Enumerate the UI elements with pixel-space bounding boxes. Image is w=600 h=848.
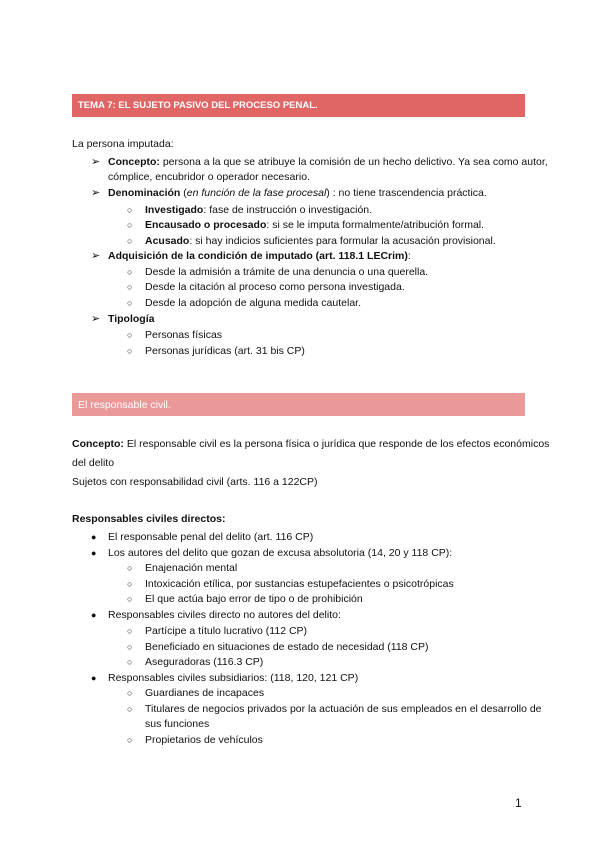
concept-paragraph: Concepto: El responsable civil es la persona física o jurídica que responde de los efectos económicos (72, 438, 550, 450)
section-title: TEMA 7: EL SUJETO PASIVO DEL PROCESO PENAL. (78, 100, 318, 111)
circle-bullet-icon: ○ (127, 563, 133, 573)
arrow-bullet-icon: ➢ (91, 313, 101, 325)
list-item: Denominación (en función de la fase procesal) : no tiene trascendencia práctica. (108, 187, 487, 199)
sub-list-item: Beneficiado en situaciones de estado de necesidad (118 CP) (145, 641, 429, 653)
sub-list-item: Desde la citación al proceso como persona investigada. (145, 281, 405, 293)
arrow-bullet-icon: ➢ (91, 250, 101, 262)
circle-bullet-icon: ○ (127, 282, 133, 292)
list-item: Responsables civiles subsidiarios: (118, 120, 121 CP) (108, 672, 359, 684)
section-title: El responsable civil. (78, 398, 171, 411)
list-item: Concepto: persona a la que se atribuye la comisión de un hecho delictivo. Ya sea como autor, (108, 156, 548, 168)
direct-heading: Responsables civiles directos: (72, 513, 226, 525)
sub-list-item: Intoxicación etílica, por sustancias estupefacientes o psicotrópicas (145, 578, 454, 590)
sub-list-item: Guardianes de incapaces (145, 687, 265, 699)
circle-bullet-icon: ○ (127, 642, 133, 652)
arrow-bullet-icon: ➢ (91, 156, 101, 168)
circle-bullet-icon: ○ (127, 236, 133, 246)
list-item-continuation: cómplice, encubridor o operador necesario. (108, 171, 310, 183)
sub-list-item: Acusado: si hay indicios suficientes para formular la acusación provisional. (145, 235, 496, 247)
sub-list-item: El que actúa bajo error de tipo o de prohibición (145, 593, 363, 605)
disc-bullet-icon: ● (91, 548, 97, 558)
circle-bullet-icon: ○ (127, 594, 133, 604)
list-item: Los autores del delito que gozan de excusa absolutoria (14, 20 y 118 CP): (108, 547, 453, 559)
circle-bullet-icon: ○ (127, 330, 133, 340)
sub-list-item: Desde la adopción de alguna medida cautelar. (145, 297, 361, 309)
circle-bullet-icon: ○ (127, 220, 133, 230)
sub-list-item: Encausado o procesado: si se le imputa formalmente/atribución formal. (145, 219, 485, 231)
circle-bullet-icon: ○ (127, 267, 133, 277)
circle-bullet-icon: ○ (127, 735, 133, 745)
sub-list-item: Personas físicas (145, 329, 223, 341)
circle-bullet-icon: ○ (127, 657, 133, 667)
list-item: Adquisición de la condición de imputado (art. 118.1 LECrim): (108, 250, 411, 262)
disc-bullet-icon: ● (91, 610, 97, 620)
circle-bullet-icon: ○ (127, 298, 133, 308)
section-heading-banner (72, 94, 525, 117)
sub-list-item: Titulares de negocios privados por la actuación de sus empleados en el desarrollo de (145, 703, 542, 715)
sub-list-item-continuation: sus funciones (145, 718, 210, 730)
list-item: Tipología (108, 313, 155, 325)
sub-list-item: Personas jurídicas (art. 31 bis CP) (145, 345, 305, 357)
list-item: El responsable penal del delito (art. 116 CP) (108, 531, 314, 543)
sub-list-item: Desde la admisión a trámite de una denuncia o una querella. (145, 266, 429, 278)
page-number: 1 (515, 796, 522, 810)
sub-list-item: Aseguradoras (116.3 CP) (145, 656, 264, 668)
arrow-bullet-icon: ➢ (91, 187, 101, 199)
disc-bullet-icon: ● (91, 532, 97, 542)
sub-list-item: Investigado: fase de instrucción o investigación. (145, 204, 373, 216)
disc-bullet-icon: ● (91, 673, 97, 683)
circle-bullet-icon: ○ (127, 626, 133, 636)
circle-bullet-icon: ○ (127, 579, 133, 589)
intro-text: La persona imputada: (72, 138, 174, 150)
circle-bullet-icon: ○ (127, 346, 133, 356)
circle-bullet-icon: ○ (127, 688, 133, 698)
sub-list-item: Propietarios de vehículos (145, 734, 263, 746)
sub-list-item: Partícipe a título lucrativo (112 CP) (145, 625, 308, 637)
subjects-text: Sujetos con responsabilidad civil (arts. 116 a 122CP) (72, 476, 318, 488)
sub-list-item: Enajenación mental (145, 562, 238, 574)
concept-continuation: del delito (72, 457, 115, 469)
list-item: Responsables civiles directo no autores del delito: (108, 609, 341, 621)
circle-bullet-icon: ○ (127, 205, 133, 215)
section-heading-banner (72, 393, 525, 416)
circle-bullet-icon: ○ (127, 704, 133, 714)
